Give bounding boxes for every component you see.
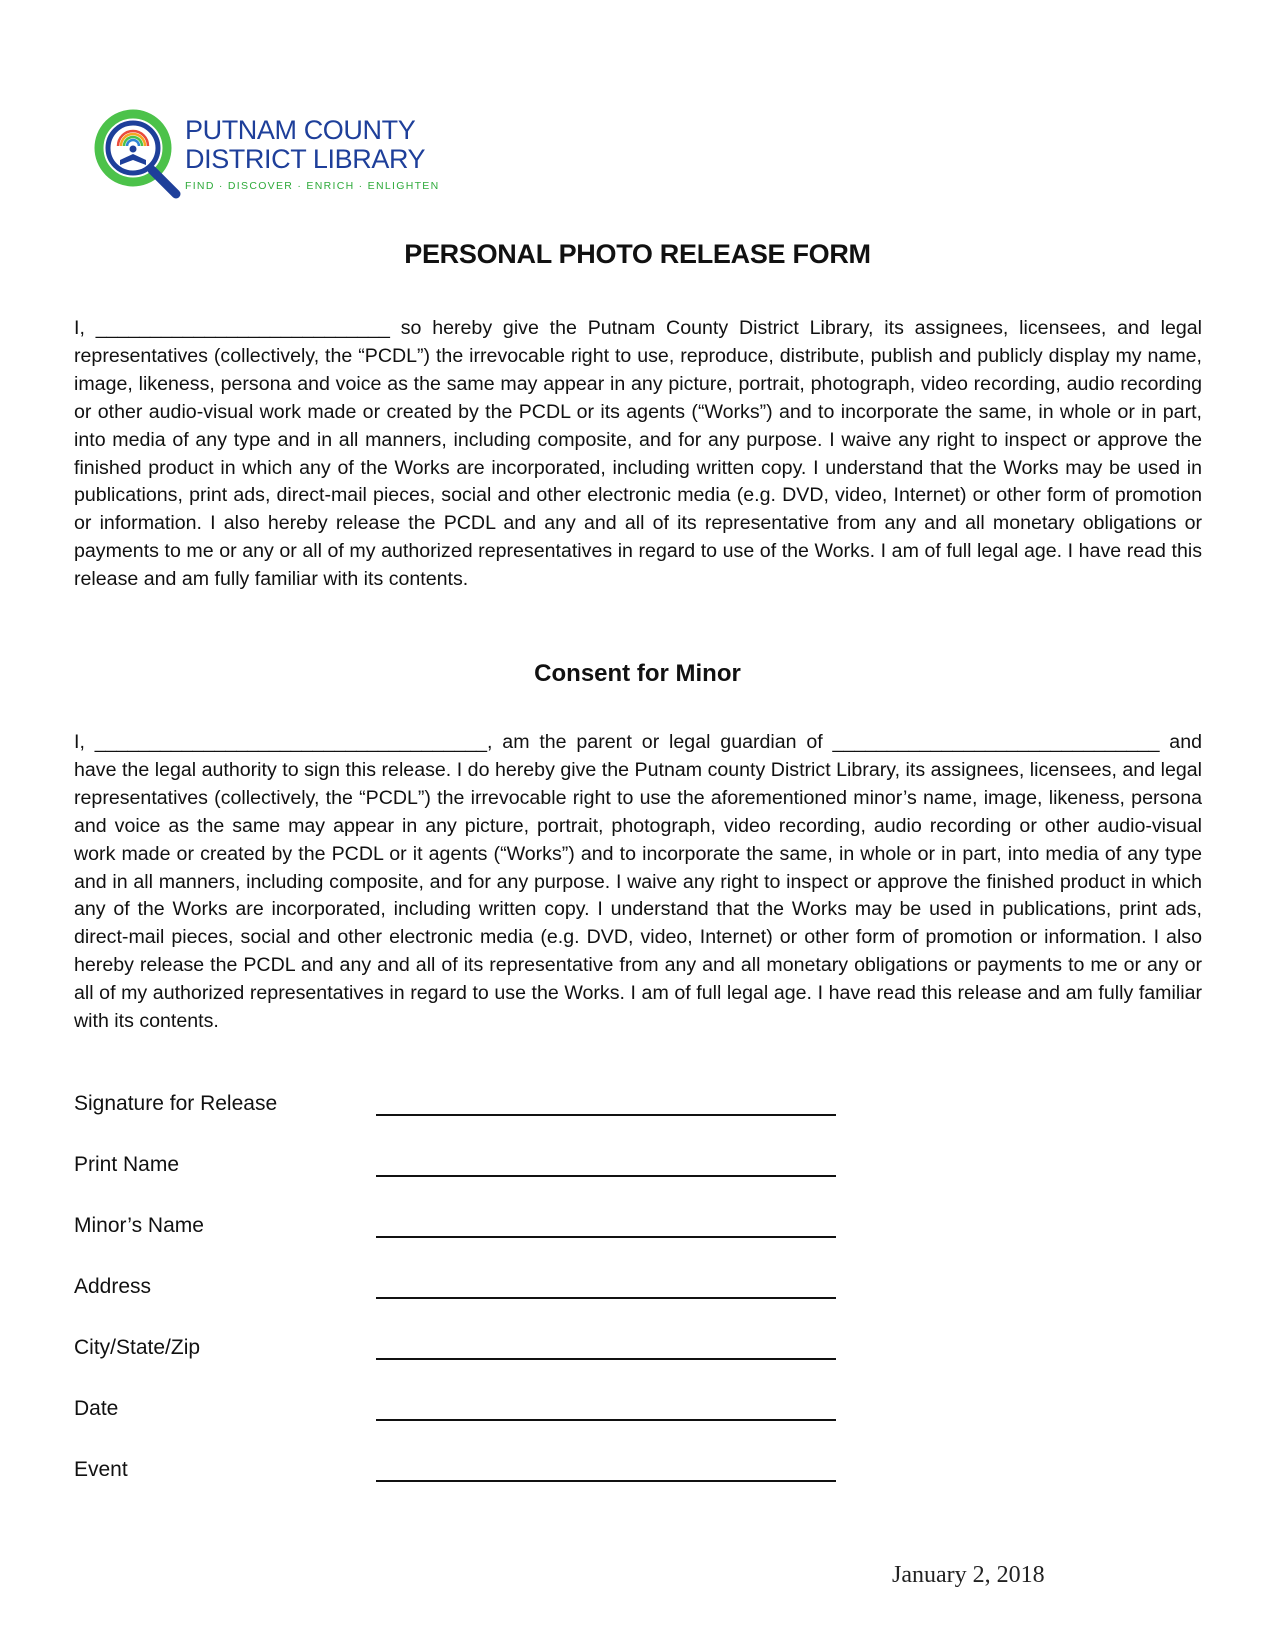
field-label: Minor’s Name	[74, 1214, 204, 1237]
field-label: Address	[74, 1275, 152, 1298]
library-logo	[88, 108, 448, 208]
library-tagline: FIND · DISCOVER · ENRICH · ENLIGHTEN	[185, 180, 440, 192]
field-city-state-zip	[74, 1334, 854, 1395]
date-line[interactable]	[376, 1395, 836, 1421]
field-label: Print Name	[74, 1153, 180, 1176]
minor-name-line[interactable]	[376, 1212, 836, 1238]
city-state-zip-line[interactable]	[376, 1334, 836, 1360]
print-name-line[interactable]	[376, 1151, 836, 1177]
field-label: Signature for Release	[74, 1092, 278, 1115]
address-line[interactable]	[376, 1273, 836, 1299]
signature-line[interactable]	[376, 1090, 836, 1116]
field-minor-name	[74, 1212, 854, 1273]
release-paragraph: I, ___________________________ so hereby give the Putnam County District Library, its assignees, licensees, and legal representatives (collectively, the “PCDL”) the irrevocable right to use, reproduce, distribute, publish and publicly display my name, image, likeness, persona and voice as the same may appear in any picture, portrait, photograph, video recording, audio recording or other audio-visual work made or created by the PCDL or its agents (“Works”) and to incorporate the same, in whole or in part, into media of any type and in all manners, including composite, and for any purpose. I waive any right to inspect or approve the finished product in which any of the Works are incorporated, including written copy. I understand that the Works may be used in publications, print ads, direct-mail pieces, social and other electronic media (e.g. DVD, video, Internet) or other form of promotion or information. I also hereby release the PCDL and any and all of its representative from any and all monetary obligations or payments to me or any or all of my authorized representatives in regard to use of the Works. I am of full legal age. I have read this release and am fully familiar with its contents.	[74, 317, 1202, 591]
field-label: Date	[74, 1397, 119, 1420]
library-name	[185, 116, 425, 174]
library-name-line2: DISTRICT LIBRARY	[185, 144, 426, 174]
field-signature	[74, 1090, 854, 1151]
library-name-line1: PUTNAM COUNTY	[185, 115, 416, 145]
minor-consent-title: Consent for Minor	[534, 660, 741, 687]
minor-consent-paragraph: I, ____________________________________, am the parent or legal guardian of ______________________________ and have the legal authority to sign this release. I do hereby give the Putnam county District Library, its assignees, licensees, and legal representatives (collectively, the “PCDL”) the irrevocable right to use the aforementioned minor’s name, image, likeness, persona and voice as the same may appear in any picture, portrait, photograph, video recording, audio recording or other audio-visual work made or created by the PCDL or it agents (“Works”) and to incorporate the same, in whole or in part, into media of any type and in all manners, including composite, and for any purpose. I waive any right to inspect or approve the finished product in which any of the Works are incorporated, including written copy. I understand that the Works may be used in publications, print ads, direct-mail pieces, social and other electronic media (e.g. DVD, video, Internet) or other form of promotion or information. I also hereby release the PCDL and any and all of its representative from any and all monetary obligations or payments to me or any or all of my authorized representatives in regard to use the Works. I am of full legal age. I have read this release and am fully familiar with its contents.	[74, 731, 1202, 1033]
event-line[interactable]	[376, 1456, 836, 1482]
field-date	[74, 1395, 854, 1456]
field-address	[74, 1273, 854, 1334]
magnifier-logo-icon	[88, 108, 198, 208]
field-print-name	[74, 1151, 854, 1212]
form-title: PERSONAL PHOTO RELEASE FORM	[404, 239, 871, 269]
field-label: Event	[74, 1458, 128, 1481]
signature-fields	[74, 1090, 854, 1517]
field-label: City/State/Zip	[74, 1336, 201, 1359]
footer-date: January 2, 2018	[892, 1562, 1045, 1588]
field-event	[74, 1456, 854, 1517]
